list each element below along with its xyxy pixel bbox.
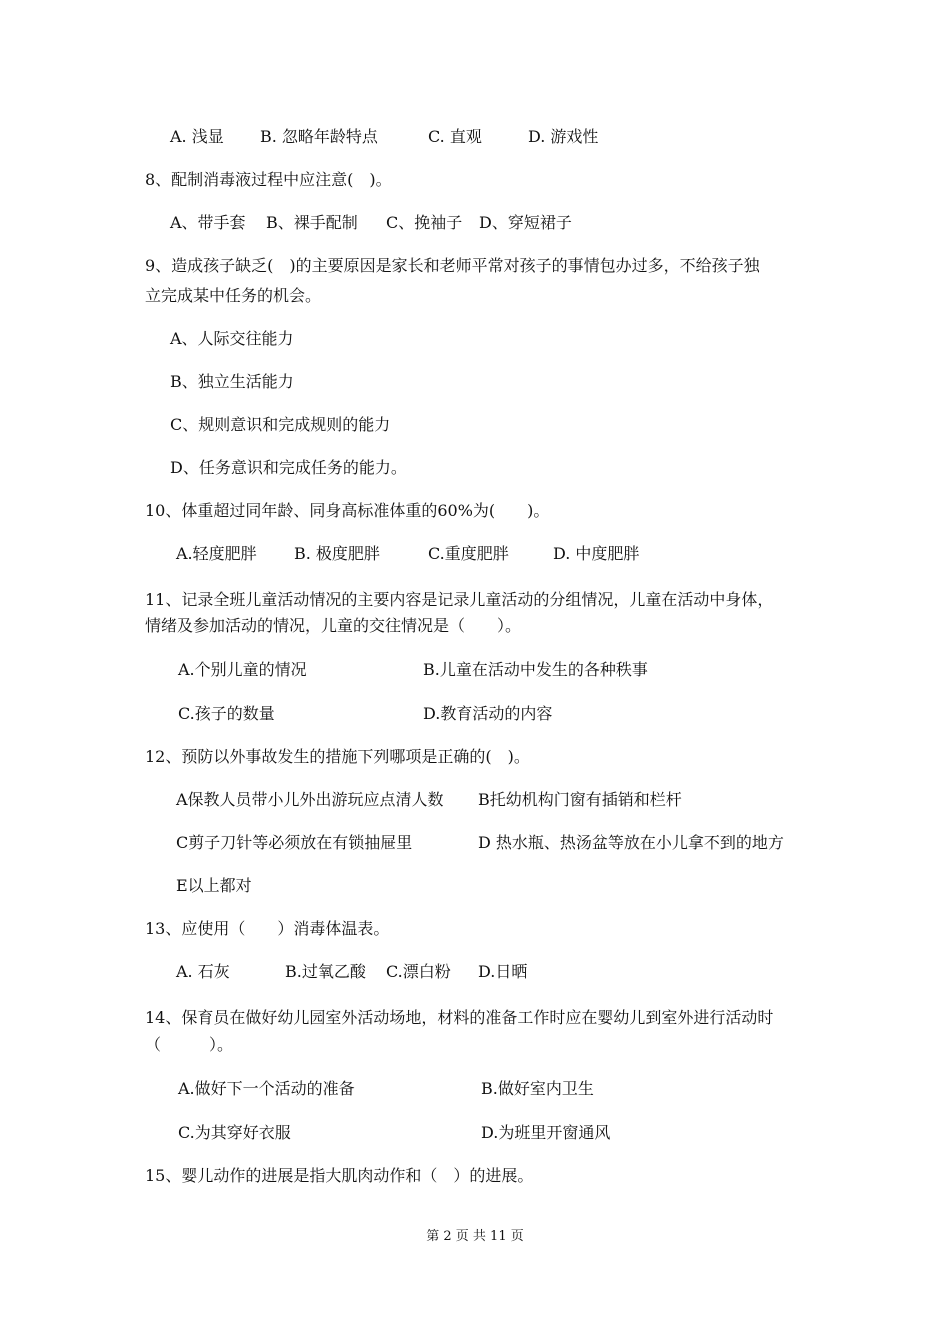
q9-option-b: B、独立生活能力: [170, 372, 294, 391]
q15-stem: 15、婴儿动作的进展是指大肌肉动作和（ ）的进展。: [145, 1166, 534, 1185]
q10-option-d: D. 中度肥胖: [553, 544, 640, 563]
q14-option-a: A.做好下一个活动的准备: [178, 1079, 355, 1098]
q10-option-c: C.重度肥胖: [428, 544, 509, 563]
q13-option-d: D.日晒: [478, 962, 528, 981]
q12-option-c: C剪子刀针等必须放在有锁抽屉里: [176, 833, 413, 852]
q11-option-c: C.孩子的数量: [178, 704, 275, 723]
q7-option-d: D. 游戏性: [528, 127, 599, 146]
q14-stem-line1: 14、保育员在做好幼儿园室外活动场地，材料的准备工作时应在婴幼儿到室外进行活动时: [145, 1008, 774, 1027]
q11-stem-line1: 11、记录全班儿童活动情况的主要内容是记录儿童活动的分组情况，儿童在活动中身体，: [145, 590, 774, 609]
q9-option-d: D、任务意识和完成任务的能力。: [170, 458, 407, 477]
q12-option-a: A保教人员带小儿外出游玩应点清人数: [176, 790, 444, 809]
q10-option-a: A.轻度肥胖: [176, 544, 257, 563]
q7-option-a: A. 浅显: [170, 127, 224, 146]
q12-option-d: D 热水瓶、热汤盆等放在小儿拿不到的地方: [478, 833, 784, 852]
q13-option-b: B.过氧乙酸: [285, 962, 366, 981]
q14-stem-line2: （ ）。: [145, 1035, 234, 1054]
q9-option-c: C、规则意识和完成规则的能力: [170, 415, 391, 434]
q7-option-b: B. 忽略年龄特点: [260, 127, 378, 146]
q12-option-e: E以上都对: [176, 876, 252, 895]
q8-option-c: C、挽袖子: [386, 213, 463, 232]
q8-option-a: A、带手套: [170, 213, 246, 232]
q11-option-b: B.儿童在活动中发生的各种秩事: [423, 660, 648, 679]
q10-stem: 10、体重超过同年龄、同身高标准体重的60%为( )。: [145, 501, 550, 520]
q11-option-d: D.教育活动的内容: [423, 704, 553, 723]
q8-stem: 8、配制消毒液过程中应注意( )。: [145, 170, 392, 189]
q9-stem-line1: 9、造成孩子缺乏( )的主要原因是家长和老师平常对孩子的事情包办过多，不给孩子独: [145, 256, 760, 275]
q8-option-b: B、裸手配制: [266, 213, 358, 232]
q10-option-b: B. 极度肥胖: [294, 544, 380, 563]
page-footer: 第 2 页 共 11 页: [426, 1229, 524, 1244]
q14-option-c: C.为其穿好衣服: [178, 1123, 291, 1142]
q12-stem: 12、预防以外事故发生的措施下列哪项是正确的( )。: [145, 747, 530, 766]
q14-option-b: B.做好室内卫生: [481, 1079, 594, 1098]
q12-option-b: B托幼机构门窗有插销和栏杆: [478, 790, 682, 809]
q13-option-c: C.漂白粉: [386, 962, 451, 981]
q9-stem-line2: 立完成某中任务的机会。: [145, 286, 322, 305]
q14-option-d: D.为班里开窗通风: [481, 1123, 611, 1142]
q13-stem: 13、应使用（ ）消毒体温表。: [145, 919, 390, 938]
q13-option-a: A. 石灰: [176, 962, 230, 981]
q8-option-d: D、穿短裙子: [479, 213, 572, 232]
q11-stem-line2: 情绪及参加活动的情况，儿童的交往情况是（ ）。: [145, 616, 522, 635]
q11-option-a: A.个别儿童的情况: [178, 660, 307, 679]
q7-option-c: C. 直观: [428, 127, 482, 146]
q9-option-a: A、人际交往能力: [170, 329, 294, 348]
